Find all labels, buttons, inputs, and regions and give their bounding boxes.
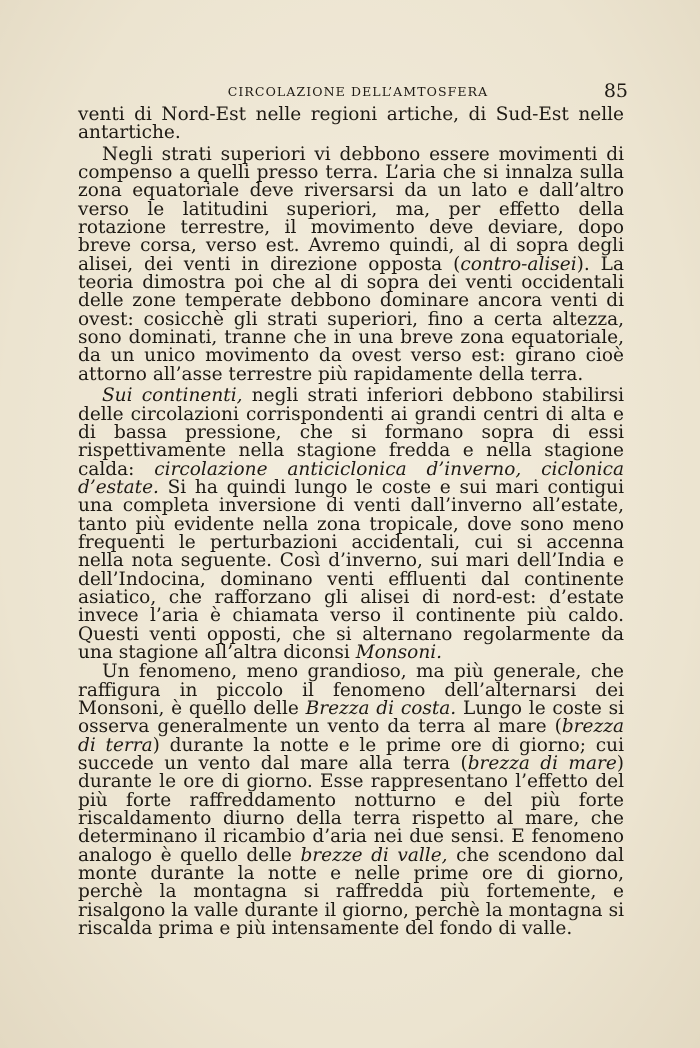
italic-segment: brezze di valle, (300, 844, 448, 866)
text-segment: Lungo le coste si osserva generalmente un vento da terra al mare ( (78, 698, 624, 738)
page-header (88, 80, 628, 106)
text-segment: Negli strati superiori vi debbono essere movimenti di compenso a quelli presso terra. L’aria che si innalza sulla zona equatoriale deve riversarsi da un lato e dall’altro verso le latitudini superiori, ma, per effetto della rotazione terrestre, il movimento deve deviare, dopo breve corsa, verso est. Avremo quindi, al di sopra degli alisei, dei venti in direzione opposta ( (78, 143, 624, 275)
paragraph (78, 143, 624, 385)
paragraph (78, 387, 624, 662)
paragraph (78, 106, 624, 143)
text-segment: che scendono dal monte durante la notte e nelle prime ore di giorno, perchè la montagna si raffredda più fortemente, e risalgono la valle durante il giorno, perchè la montagna si riscalda prima e più intensamente del fondo di valle. (78, 844, 625, 940)
italic-segment: Monsoni. (355, 641, 443, 663)
text-segment: venti di Nord-Est nelle regioni artiche, di Sud-Est nelle antartiche. (78, 104, 624, 144)
italic-segment: brezza di mare (467, 753, 617, 775)
paragraph (78, 663, 624, 938)
page-body (78, 106, 624, 938)
text-segment: ). La teoria dimostra poi che al di sopra dei venti occidentali delle zone temperate debbono dominare ancora venti di ovest: cosicchè gli strati superiori, fino a certa altezza, sono dominati, tranne che in una breve zona equatoriale, da un unico movimento da ovest verso est: girano cioè attorno all’asse terrestre più rapidamente della terra. (78, 253, 624, 385)
italic-segment: circolazione anticiclonica d’inverno, ciclonica d’estate. (78, 458, 625, 498)
text-segment: Si ha quindi lungo le coste e sui mari contigui una completa inversione di venti dall’inverno all’estate, tanto più evidente nella zona tropicale, dove sono meno frequenti le perturbazioni accidentali, cui si accenna nella nota seguente. Così d’inverno, sui mari dell’India e dell’Indocina, dominano venti effluenti dal continente asiatico, che rafforzano gli alisei di nord-est: d’estate invece l’aria è chiamata verso il continente più caldo. Questi venti opposti, che si alternano regolarmente da una stagione all’altra diconsi (78, 476, 624, 663)
running-title: CIRCOLAZIONE DELL’AMTOSFERA (227, 84, 489, 99)
italic-segment: Brezza di costa. (305, 698, 457, 719)
text-segment: Un fenomeno, meno grandioso, ma più generale, che raffigura in piccolo il fenomeno dell’alternarsi dei Monsoni, è quello delle (78, 661, 624, 719)
italic-segment: brezza di terra (78, 716, 624, 756)
page-number: 85 (603, 80, 628, 102)
text-segment: ) durante la notte e le prime ore di giorno; cui succede un vento dal mare alla terra ( (78, 734, 624, 775)
text-segment: negli strati inferiori debbono stabilirsi delle circolazioni corrispondenti ai grandi centri di alta e di bassa pressione, che si formano sopra di essi rispettivamente nella stagione fredda e nella stagione calda: (78, 385, 624, 480)
italic-segment: contro-alisei (460, 253, 577, 275)
italic-segment: Sui continenti, (102, 385, 243, 407)
text-segment: ) durante le ore di giorno. Esse rappresentano l’effetto del più forte raffreddamento notturno e del più forte riscaldamento diurno della terra rispetto al mare, che determinano il ricambio d’aria nei due sensi. E fenomeno analogo è quello delle (78, 753, 624, 866)
